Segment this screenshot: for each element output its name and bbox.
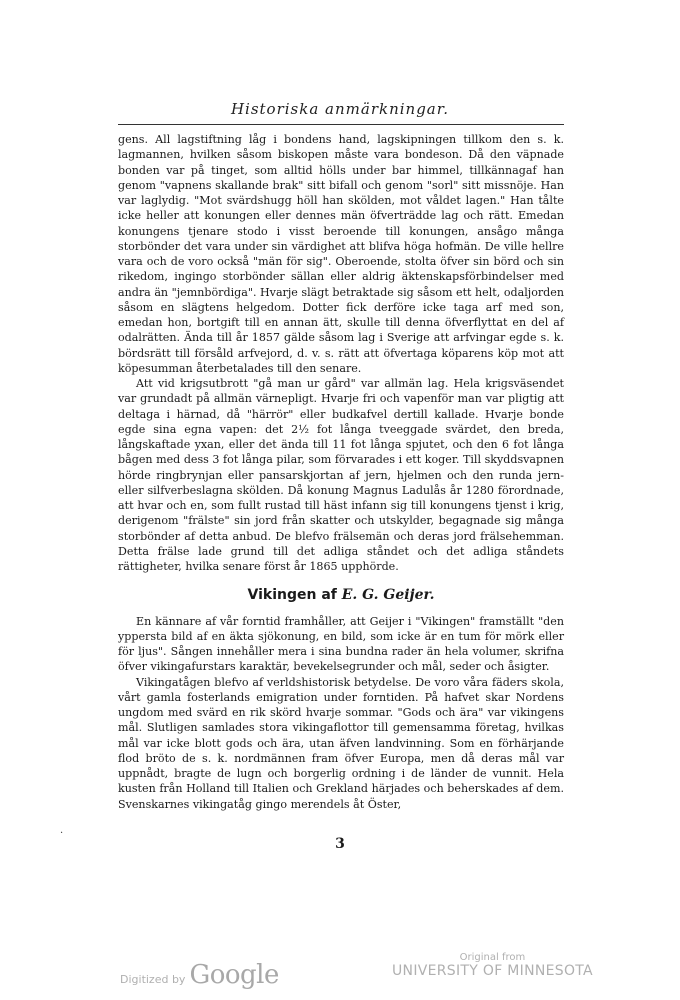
margin-mark: · <box>60 828 64 839</box>
page-body <box>118 132 564 812</box>
running-head: Historiska anmärkningar. <box>230 100 450 118</box>
university-label: UNIVERSITY OF MINNESOTA <box>392 963 593 979</box>
original-from-label: Original from <box>459 952 526 963</box>
original-from-watermark <box>392 952 593 979</box>
digitized-by-watermark <box>120 960 279 990</box>
body-paragraph-1: gens. All lagstiftning låg i bondens hand, lagskipningen tillkom den s. k. lagmannen, hvilken såsom biskopen måste vara bondeson. Då den väpnade bonden var på tinget, som alltid hölls under bar himmel, tillkännagaf han genom "vapnens skallande brak" sitt bifall och genom "sorl" sitt missnöje. Han var laglydig. "Mot svärdshugg höll han skölden, mot våldet lagen." Han tålte icke heller att konungen eller dennes män öfverträdde lag och rätt. Emedan konungens tjenare stodo i visst beroende till konungen, ansågo många storbönder det vara under sin värdighet att blifva höga hofmän. De ville hellre vara och de voro också "män för sig". Oberoende, stolta öfver sin börd och sin rikedom, ingingo storbönder sällan eller aldrig äktenskapsförbindelser med andra än "jemnbördiga". Hvarje slägt betraktade sig såsom ett helt, odaljorden såsom en slägtens helgedom. Dotter fick derföre icke taga arf med son, emedan hon, bortgift till en annan ätt, skulle till denna öfverflyttat en del af odalrätten. Ända till år 1857 gälde såsom lag i Sverige att arfvingar egde s. k. bördsrätt till försåld arfvejord, d. v. s. rätt att öfvertaga köparens köp mot att köpesumman återbetalades till den senare. <box>118 133 564 375</box>
body-paragraph-3: En kännare af vår forntid framhåller, att Geijer i "Vikingen" framställt "den yppersta bild af en äkta sjökonung, en bild, som icke är en tum för mörk eller för ljus". Sången innehåller mera i sina bundna rader än hela volumer, skrifna öfver vikingafurstars karaktär, bevekelsegrunder och mål, seder och åsigter. <box>118 614 564 674</box>
google-logo: Google <box>189 960 279 990</box>
header-rule <box>118 124 564 125</box>
body-paragraph-4: Vikingatågen blefvo af verldshistorisk betydelse. De voro våra fäders skola, vårt gamla fosterlands emigration under forntiden. På hafvet skar Nordens ungdom med svärd en rik skörd hvarje sommar. "Gods och ära" var vikingens mål. Slutligen samlades stora vikingaflottor till gemensamma företag, hvilkas mål var icke blott gods och ära, utan äfven landvinning. Som en förhärjande flod bröto de s. k. nordmännen fram öfver Europa, men då deras mål var uppnådt, bragte de lugn och borgerlig ordning i de länder de vunnit. Hela kusten från Holland till Italien och Grekland härjades och beherskades af dem. Svenskarnes vikingatåg gingo merendels åt Öster, <box>118 675 564 811</box>
body-paragraph-2: Att vid krigsutbrott "gå man ur gård" var allmän lag. Hela krigsväsendet var grundadt på allmän värnepligt. Hvarje fri och vapenför man var pligtig att deltaga i härnad, då "härrör" eller budkafvel dertill kallade. Hvarje bonde egde sina egna vapen: det 2½ fot långa tveeggade svärdet, den breda, långskaftade yxan, eller det ända till 11 fot långa spjutet, och den 6 fot långa bågen med dess 3 fot långa pilar, som förvarades i ett koger. Till skyddsvapnen hörde ringbrynjan eller pansarskjortan af jern, hjelmen och den runda jern- eller silfverbeslagna skölden. Då konung Magnus Ladulås år 1280 förordnade, att hvar och en, som fullt rustad till häst infann sig till konungens tjenst i krig, derigenom "frälste" sin jord från skatter och utskylder, begagnade sig många storbönder af detta anbud. De blefvo frälsemän och deras jord frälsehemman. Detta frälse lade grund till det adliga ståndet och det adliga ståndets rättigheter, hvilka senare först år 1865 upphörde. <box>118 377 564 573</box>
page-number: 3 <box>335 836 345 852</box>
section-heading <box>118 588 564 603</box>
section-heading-author: E. G. Geijer. <box>341 587 435 604</box>
section-heading-title: Vikingen af <box>247 587 337 604</box>
digitized-by-label: Digitized by <box>120 973 186 986</box>
